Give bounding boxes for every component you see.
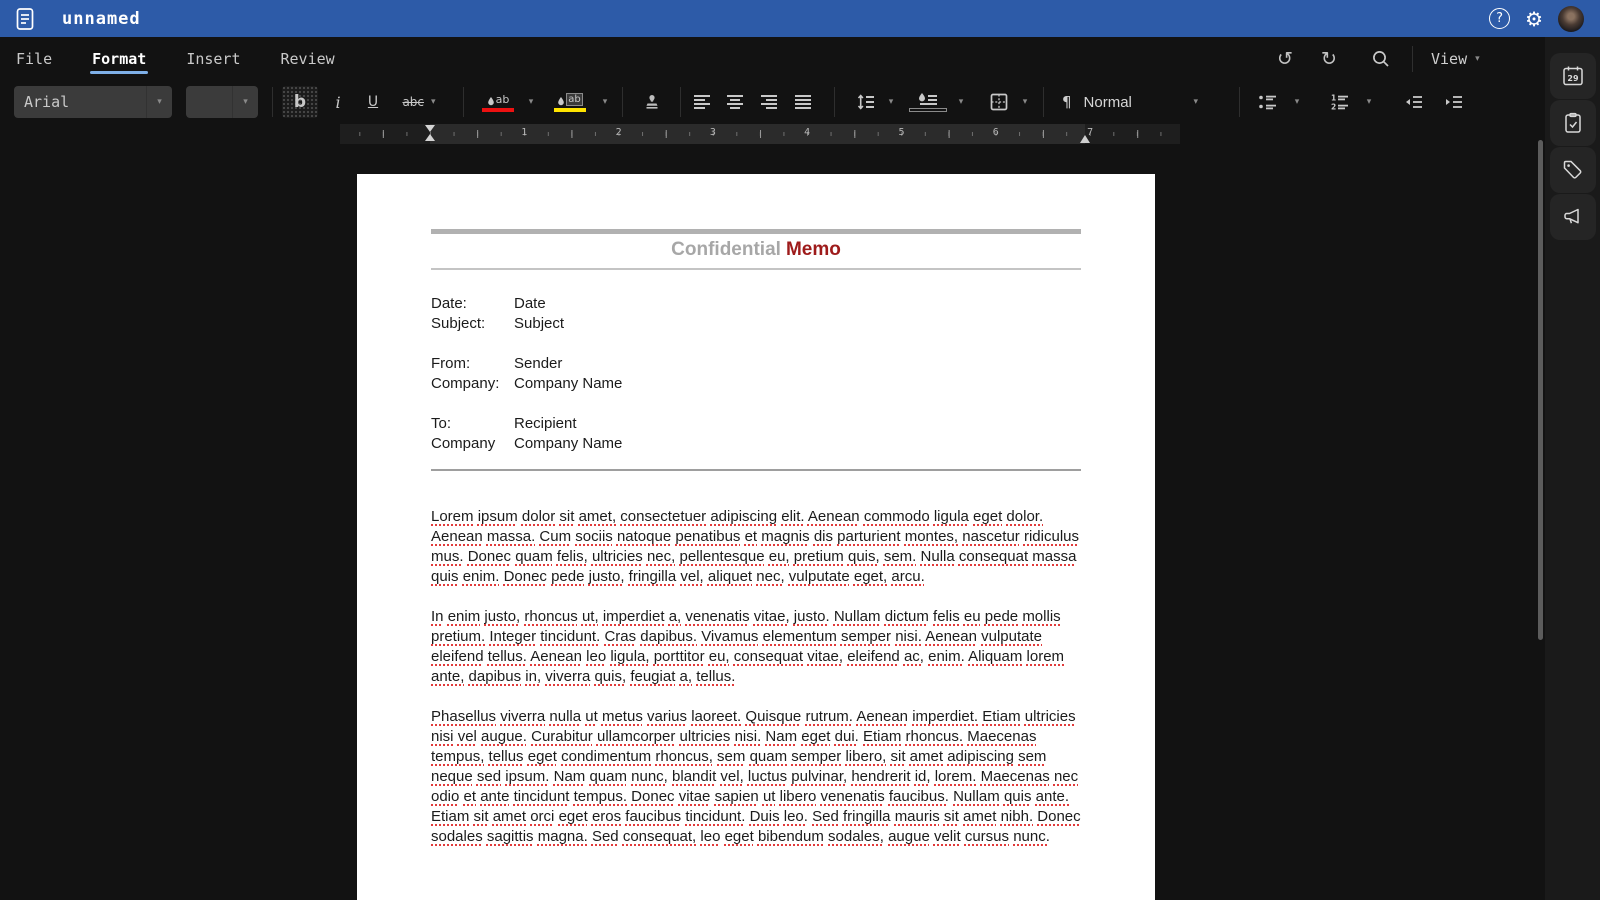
field-label: Subject:	[431, 315, 486, 332]
menu-file[interactable]: File	[16, 49, 53, 68]
document-icon	[14, 7, 36, 31]
gear-icon[interactable]: ⚙	[1525, 6, 1543, 31]
shading-icon	[916, 92, 940, 106]
tags-panel-button[interactable]	[1550, 147, 1596, 193]
chevron-down-icon: ▾	[243, 97, 248, 107]
align-justify-icon	[793, 94, 813, 110]
megaphone-icon	[1561, 205, 1585, 229]
body-paragraphs[interactable]	[431, 507, 1081, 847]
align-justify-button[interactable]	[789, 86, 817, 118]
field-group	[431, 354, 1081, 394]
menu-review[interactable]: Review	[280, 49, 335, 68]
format-toolbar	[0, 80, 1545, 124]
undo-icon[interactable]: ↺	[1277, 47, 1293, 70]
table-borders-button[interactable]	[982, 86, 1016, 118]
underline-button[interactable]: U	[367, 94, 379, 110]
memo-title[interactable]	[431, 234, 1081, 270]
font-color-chevron[interactable]: ▾	[528, 97, 534, 107]
paragraph[interactable]: In enim justo, rhoncus ut, imperdiet a, venenatis vitae, justo. Nullam dictum felis eu pede mollis pretium. Integer tincidunt. Cras dapibus. Vivamus elementum semper nisi. Aenean vulputate eleifend tellus. Aenean leo ligula, porttitor eu, consequat vitae, eleifend ac, enim. Aliquam lorem ante, dapibus in, viverra quis, feugiat a, tellus.	[431, 608, 1065, 685]
numbered-list-chevron[interactable]: ▾	[1366, 97, 1372, 107]
calendar-icon	[1561, 64, 1585, 88]
tasks-panel-button[interactable]	[1550, 100, 1596, 146]
document-canvas	[0, 124, 1545, 900]
font-size-select[interactable]	[186, 86, 258, 118]
numbered-list-icon	[1330, 94, 1350, 110]
chevron-down-icon: ▾	[1475, 53, 1480, 64]
field-value: Date	[514, 295, 546, 312]
search-icon[interactable]	[1366, 44, 1396, 74]
field-label: Date:	[431, 295, 467, 312]
droplet-icon	[557, 96, 565, 106]
format-painter-button[interactable]	[632, 86, 672, 118]
divider	[463, 87, 464, 117]
paragraph[interactable]: Lorem ipsum dolor sit amet, consectetuer adipiscing elit. Aenean commodo ligula eget dolor. Aenean massa. Cum sociis natoque penatibus et magnis dis parturient montes, nascetur ridiculus mus. Donec quam felis, ultricies nec, pellentesque eu, pretium quis, sem. Nulla consequat massa quis enim. Donec pede justo, fringilla vel, aliquet nec, vulputate eget, arcu.	[431, 508, 1079, 585]
tag-icon	[1561, 158, 1585, 182]
field-label: Company:	[431, 375, 500, 392]
bullet-list-button[interactable]	[1252, 86, 1284, 118]
numbered-list-button[interactable]	[1324, 86, 1356, 118]
align-left-icon	[692, 94, 712, 110]
svg-text:29: 29	[1567, 73, 1579, 83]
italic-button[interactable]: i	[335, 92, 341, 112]
divider	[680, 87, 681, 117]
redo-icon[interactable]: ↻	[1321, 47, 1337, 70]
announcements-panel-button[interactable]	[1550, 194, 1596, 240]
right-sidebar	[1545, 37, 1600, 900]
divider	[834, 87, 835, 117]
droplet-icon	[487, 96, 495, 106]
field-label: Company	[431, 435, 496, 452]
field-group	[431, 414, 1081, 454]
divider	[1412, 46, 1413, 72]
highlight-color-chevron[interactable]: ▾	[602, 97, 608, 107]
field-value: Sender	[514, 355, 563, 372]
field-label: From:	[431, 355, 471, 372]
paragraph-shading-button[interactable]	[906, 86, 950, 118]
field-value: Recipient	[514, 415, 577, 432]
avatar[interactable]	[1558, 6, 1584, 32]
paragraph[interactable]: Phasellus viverra nulla ut metus varius laoreet. Quisque rutrum. Aenean imperdiet. Etiam ultricies nisi vel augue. Curabitur ullamcorper ultricies nisi. Nam eget dui. Etiam rhoncus. Maecenas tempus, tellus eget condimentum rhoncus, sem quam semper libero, sit amet adipiscing sem neque sed ipsum. Nam quam nunc, blandit vel, luctus pulvinar, hendrerit id, lorem. Maecenas nec odio et ante tincidunt tempus. Donec vitae sapien ut libero venenatis faucibus. Nullam quis ante. Etiam sit amet orci eget eros faucibus tincidunt. Duis leo. Sed fringilla mauris sit amet nibh. Donec sodales sagittis magna. Sed consequat, leo eget bibendum sodales, augue velit cursus nunc.	[431, 708, 1081, 845]
app-header	[0, 0, 1600, 37]
bullet-list-icon	[1258, 94, 1278, 110]
paragraph-shading-chevron[interactable]: ▾	[958, 97, 964, 107]
quick-actions	[1270, 37, 1480, 80]
line-spacing-chevron[interactable]: ▾	[888, 97, 894, 107]
bold-button[interactable]: b	[282, 86, 318, 118]
horizontal-ruler[interactable]: 1 2 3 4 5 6 7	[340, 124, 1180, 144]
document-page[interactable]	[357, 174, 1155, 900]
increase-indent-icon	[1444, 94, 1464, 110]
vertical-scrollbar[interactable]	[1538, 140, 1543, 640]
memo-title-memo: Memo	[785, 239, 841, 260]
align-right-icon	[759, 94, 779, 110]
menu-insert[interactable]: Insert	[186, 49, 241, 68]
help-icon[interactable]: ?	[1489, 8, 1510, 29]
field-label: To:	[431, 415, 452, 432]
align-left-button[interactable]	[688, 86, 716, 118]
svg-text:1: 1	[1331, 94, 1337, 103]
divider	[1239, 87, 1240, 117]
chevron-down-icon: ▾	[157, 97, 162, 107]
align-center-icon	[725, 94, 745, 110]
table-borders-chevron[interactable]: ▾	[1022, 97, 1028, 107]
chevron-down-icon: ▾	[1193, 97, 1199, 107]
font-name-select[interactable]: Arial ▾	[14, 86, 172, 118]
align-right-button[interactable]	[755, 86, 783, 118]
svg-text:2: 2	[1331, 102, 1337, 110]
memo-divider-rule	[431, 469, 1081, 471]
view-menu-button[interactable]: View ▾	[1431, 49, 1480, 68]
document-name[interactable]: unnamed	[62, 8, 141, 29]
divider	[1043, 87, 1044, 117]
field-value: Company Name	[514, 435, 623, 452]
bullet-list-chevron[interactable]: ▾	[1294, 97, 1300, 107]
field-group	[431, 294, 1081, 334]
calendar-panel-button[interactable]	[1550, 53, 1596, 99]
font-color-button[interactable]: ab	[474, 86, 522, 118]
memo-fields[interactable]	[431, 294, 1081, 454]
decrease-indent-button[interactable]	[1398, 86, 1430, 118]
divider	[272, 87, 273, 117]
line-spacing-icon	[854, 93, 876, 111]
table-borders-icon	[989, 92, 1009, 112]
field-value: Subject	[514, 315, 565, 332]
paragraph-style-select[interactable]: ¶ Normal ▾	[1062, 93, 1199, 111]
increase-indent-button[interactable]	[1438, 86, 1470, 118]
strikethrough-button[interactable]: abc ▾	[402, 95, 436, 109]
shading-swatch	[909, 108, 947, 112]
font-color-swatch	[482, 108, 514, 112]
align-center-button[interactable]	[721, 86, 749, 118]
divider	[622, 87, 623, 117]
menu-format[interactable]: Format	[90, 39, 148, 79]
highlight-color-button[interactable]: ab	[546, 86, 594, 118]
stamp-icon	[642, 92, 662, 112]
highlight-color-swatch	[554, 108, 586, 112]
field-value: Company Name	[514, 375, 623, 392]
memo-title-confidential: Confidential	[671, 239, 781, 260]
paragraph-mark-icon: ¶	[1062, 93, 1072, 111]
chevron-down-icon: ▾	[431, 97, 436, 107]
clipboard-check-icon	[1561, 111, 1585, 135]
line-spacing-button[interactable]	[848, 86, 882, 118]
decrease-indent-icon	[1404, 94, 1424, 110]
